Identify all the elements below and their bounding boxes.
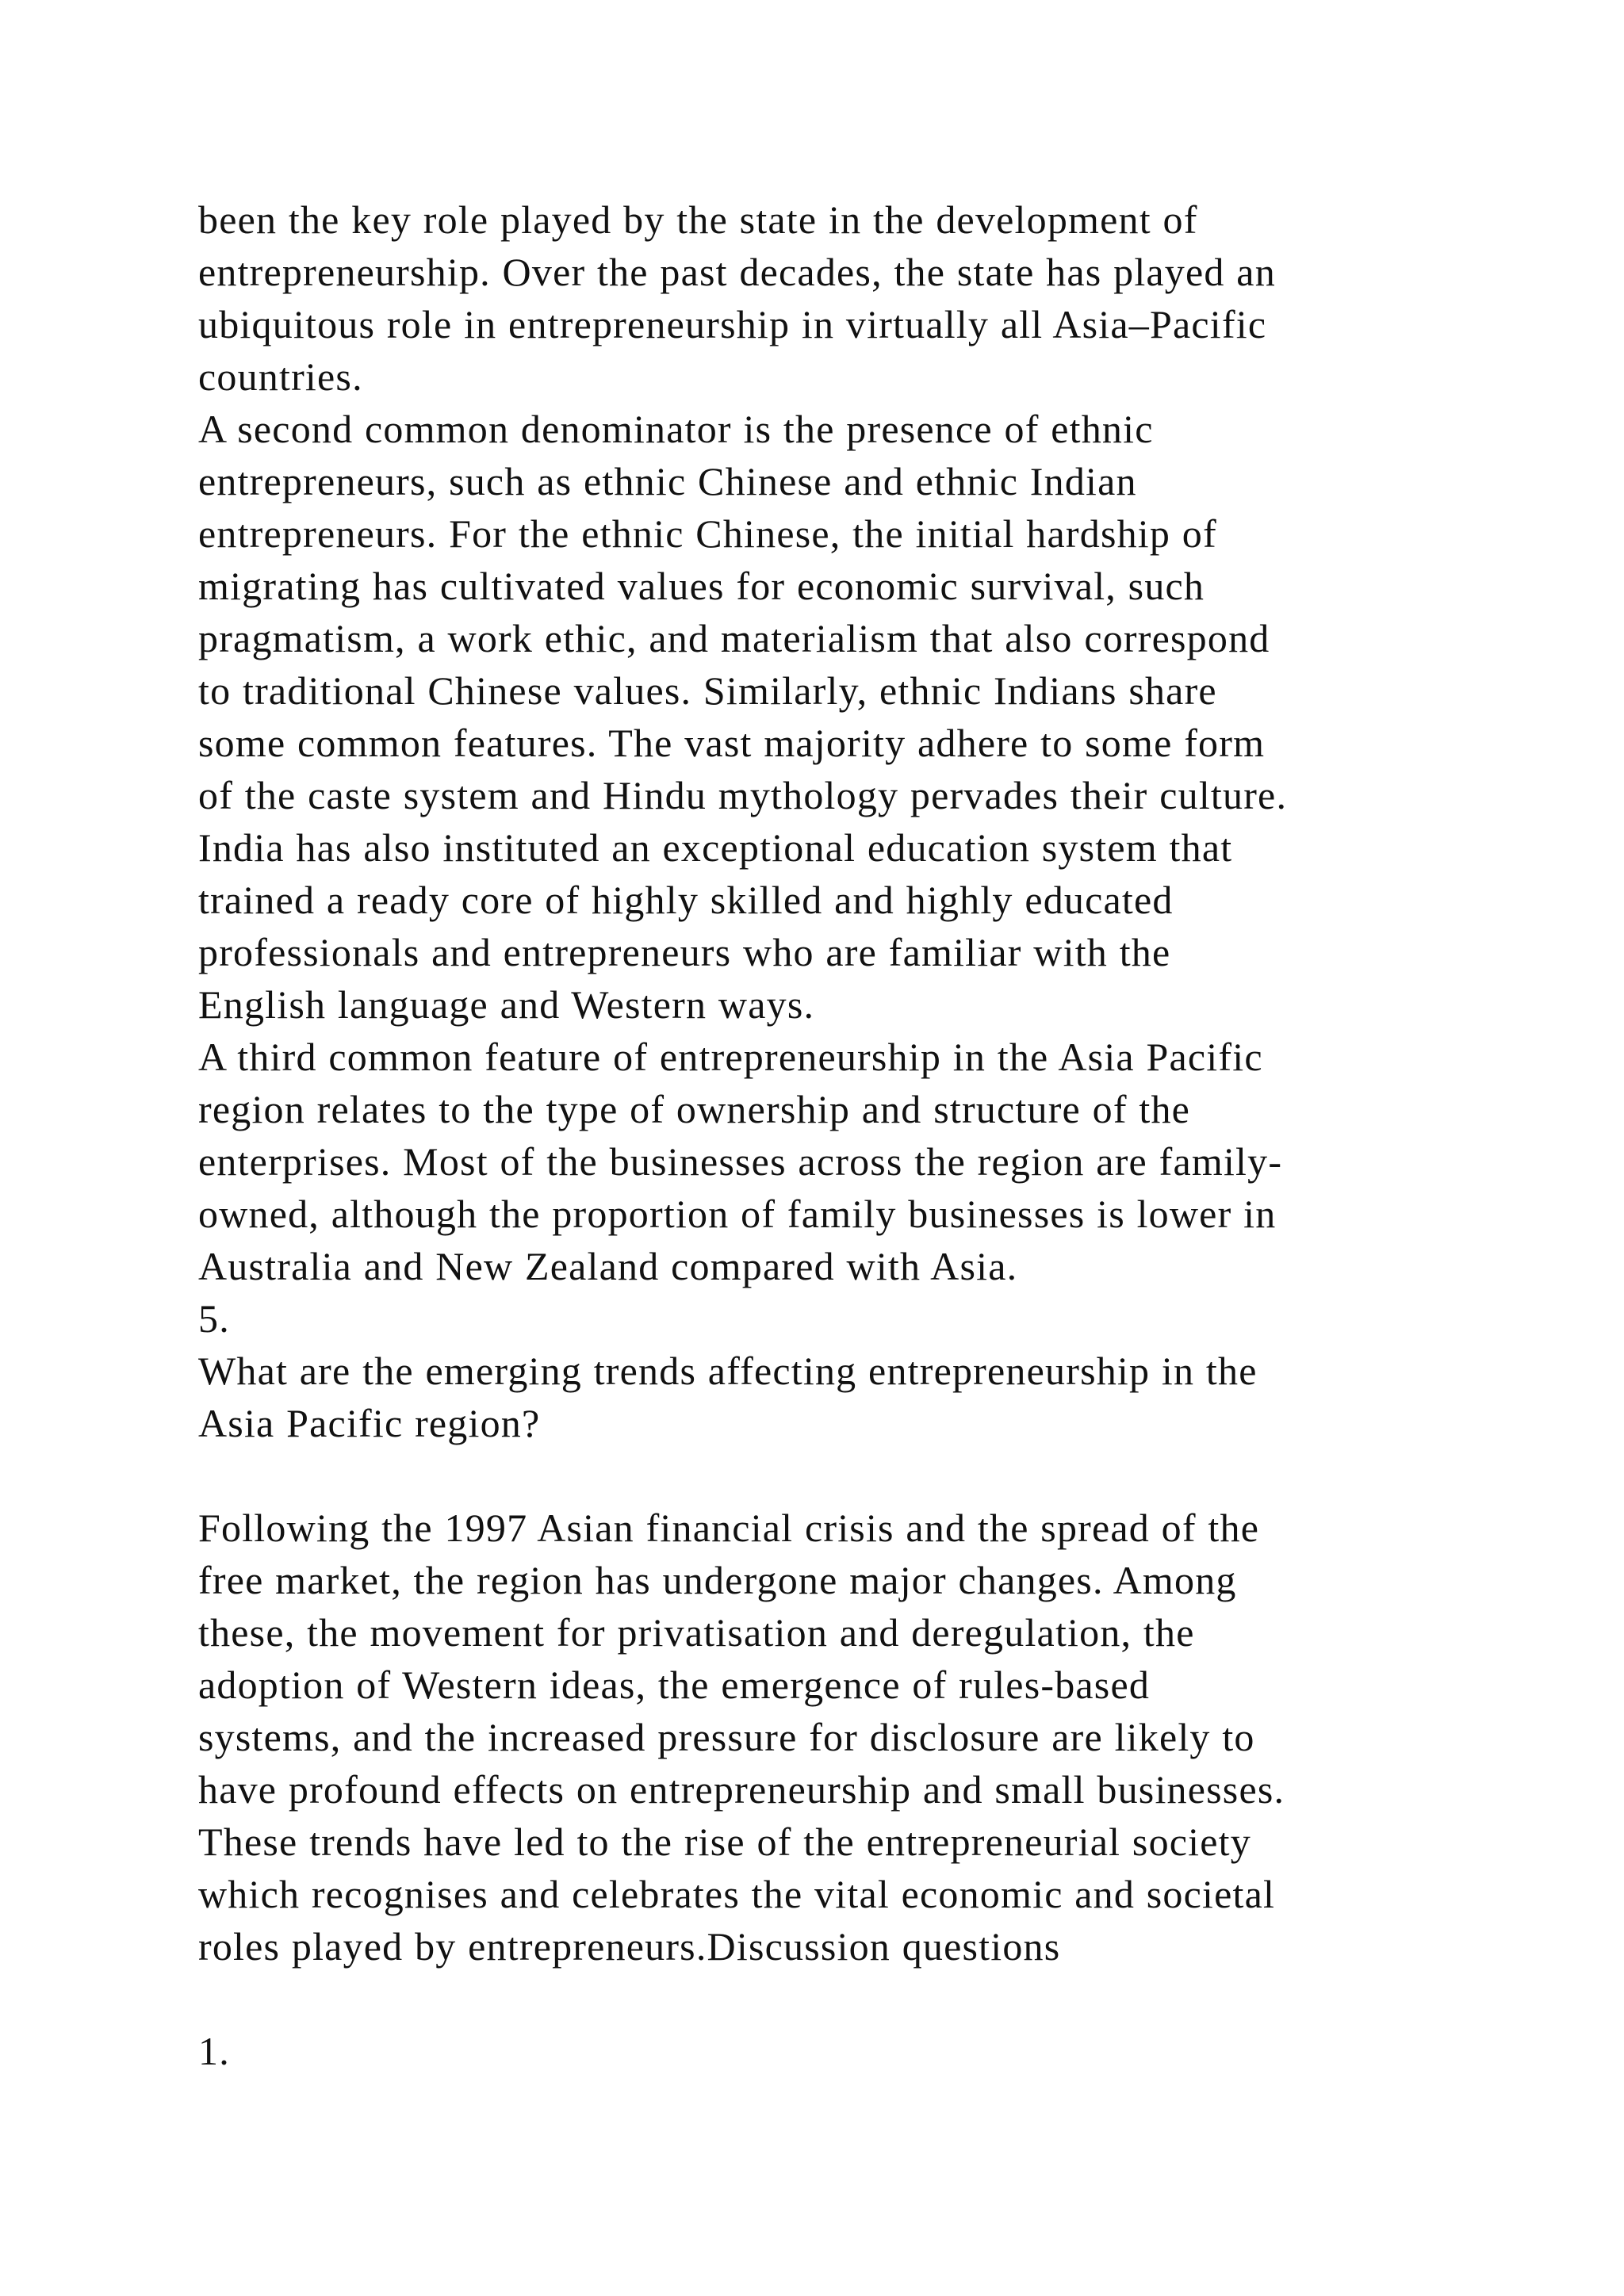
text-line: trained a ready core of highly skilled and highly educated: [198, 878, 1174, 922]
blank-line: [198, 1973, 1499, 2025]
question-heading: Asia Pacific region?: [198, 1401, 541, 1445]
text-line: these, the movement for privatisation and deregulation, the: [198, 1610, 1195, 1655]
question-heading: What are the emerging trends affecting entrepreneurship in the: [198, 1349, 1258, 1393]
text-line: entrepreneurship. Over the past decades, the state has played an: [198, 250, 1276, 294]
text-line: These trends have led to the rise of the entrepreneurial society: [198, 1820, 1251, 1864]
text-line: professionals and entrepreneurs who are familiar with the: [198, 930, 1171, 974]
text-line: enterprises. Most of the businesses across the region are family-: [198, 1139, 1283, 1184]
text-line: region relates to the type of ownership and structure of the: [198, 1087, 1191, 1131]
section-number: 1.: [198, 2029, 230, 2073]
text-line: free market, the region has undergone major changes. Among: [198, 1558, 1237, 1602]
section-number: 5.: [198, 1296, 230, 1341]
text-line: pragmatism, a work ethic, and materialism that also correspond: [198, 616, 1270, 660]
text-line: countries.: [198, 354, 363, 399]
text-line: entrepreneurs, such as ethnic Chinese and ethnic Indian: [198, 459, 1137, 503]
blank-line: [198, 1449, 1499, 1502]
text-line: some common features. The vast majority adhere to some form: [198, 721, 1266, 765]
text-line: roles played by entrepreneurs.Discussion questions: [198, 1924, 1061, 1969]
document-text: [198, 193, 1499, 2077]
text-line: English language and Western ways.: [198, 982, 815, 1027]
text-line: India has also instituted an exceptional education system that: [198, 825, 1233, 870]
text-line: to traditional Chinese values. Similarly, ethnic Indians share: [198, 668, 1217, 713]
text-line: entrepreneurs. For the ethnic Chinese, the initial hardship of: [198, 511, 1217, 556]
text-line: Australia and New Zealand compared with Asia.: [198, 1244, 1018, 1288]
text-line: systems, and the increased pressure for disclosure are likely to: [198, 1715, 1255, 1759]
text-line: migrating has cultivated values for economic survival, such: [198, 564, 1205, 608]
text-line: which recognises and celebrates the vital economic and societal: [198, 1872, 1276, 1916]
text-line: A second common denominator is the presence of ethnic: [198, 407, 1154, 451]
text-line: adoption of Western ideas, the emergence of rules-based: [198, 1663, 1151, 1707]
text-line: have profound effects on entrepreneurship and small businesses.: [198, 1767, 1285, 1812]
text-line: been the key role played by the state in the development of: [198, 197, 1198, 242]
text-line: A third common feature of entrepreneurship in the Asia Pacific: [198, 1035, 1263, 1079]
text-line: ubiquitous role in entrepreneurship in virtually all Asia–Pacific: [198, 302, 1267, 346]
text-line: Following the 1997 Asian financial crisis and the spread of the: [198, 1506, 1260, 1550]
text-line: owned, although the proportion of family businesses is lower in: [198, 1192, 1277, 1236]
text-line: of the caste system and Hindu mythology pervades their culture.: [198, 773, 1288, 817]
